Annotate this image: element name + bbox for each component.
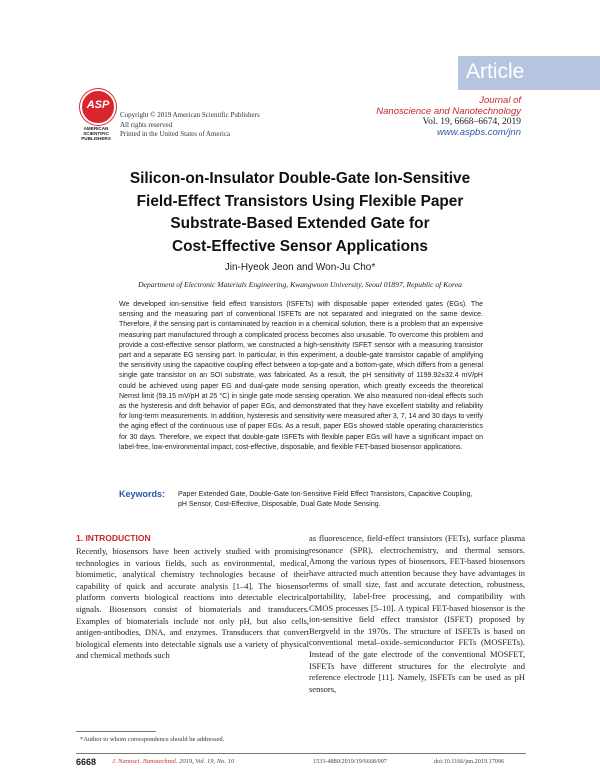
body-right-column: as fluorescence, field-effect transistors (FETs), surface plasma resonance (SPR), electrochemistry, and thermal sensors. Among the various types of biosensors, FET-based biosensors have attracted much attention because they have advantages in terms of small size, fast and accurate detection, robustness, portability, label-free processing, and compatibility with CMOS processes [5–10]. A typical FET-based biosensor is the ion-sensitive field effect transistor (ISFET) proposed by Bergveld in the 1970s. The structure of ISFETs is based on conventional metal–oxide–semiconductor FETs (MOSFETs). Instead of the gate electrode of the conventional MOSFET, ISFETs have different structures for the electrolyte and reference electrode [11]. Namely, ISFETs can be used as pH sensors,	[309, 533, 525, 694]
logo-circle: ASP	[80, 89, 116, 125]
paper-title: Silicon-on-Insulator Double-Gate Ion-Sensitive Field-Effect Transistors Using Flexible Paper Substrate-Based Extended Gate for Cost-Effective Sensor Applications	[129, 170, 471, 255]
journal-title-line1: Journal of	[479, 95, 521, 106]
publisher-logo: ASP AMERICAN SCIENTIFIC PUBLISHERS	[74, 89, 118, 141]
section-heading: 1. INTRODUCTION	[76, 533, 151, 543]
footer-doi[interactable]: doi:10.1166/jnn.2019.17096	[434, 758, 505, 765]
body-left-column: Recently, biosensors have been actively studied with promising technologies in various fields, such as environmental, medical, biomimetic, analytical chemistry technologies because of their capability of quick and accurate analysis [1–4]. The biosensor platform converts biological reactions into detectable electrical signals. Biosensors consist of biomaterials and transducers. Examples of biomaterials include not only pH, but also cells, antigen-antibodies, DNA, and enzymes. Transducers that convert biological elements into detectable signals use a variety of physical and chemical methods such	[76, 546, 309, 661]
footer-journal: J. Nanosci. Nanotechnol. 2019, Vol. 19, No. 10	[112, 758, 235, 765]
footnote-divider	[76, 731, 156, 732]
article-type-label: Article	[466, 60, 525, 83]
keywords-label: Keywords:	[119, 489, 166, 499]
footer-divider	[76, 753, 526, 754]
journal-title-line2: Nanoscience and Nanotechnology	[376, 105, 521, 117]
abstract: We developed ion-sensitive field effect transistors (ISFETs) with disposable paper extended gates (EGs). The sensing and the measuring part of conventional ISFETs are not separated and integrated on the same device. Therefore, if the sensing part is contaminated by reaction in a chemical solution, there is a problem that an expensive measuring part manufactured through a complicated process becomes also unusable. To overcome this problem and provide a cost-effective sensor platform, we constructed a high-sensitivity ISFET sensor with a measuring transistor part and a separate EG sensing part. In particular, in this experiment, a double-gate transistor capable of amplifying the sensitivity using the capacitive coupling effect between a top-gate and a bottom-gate, which differs from a general single gate transistor on an SOI substrate, was fabricated. As a result, the pH sensitivity of 1199.92±32.4 mV/pH could be achieved using paper EG and dual-gate mode sensing operation, which greatly exceeds the theoretical Nernst limit (59.15 mV/pH at 25 °C) in single gate mode sensing operation. We also measured non-ideal effects such as the hysteresis and drift behavior of paper EGs, and demonstrated that they have excellent stability and reliability for long-term measurements. In addition, hysteresis and sensitivity were measured after 3, 7, 14 and 30 days to verify the aging effect of the continuous use of paper EGs. As a result, paper EGs showed stable operating characteristics for 30 days. Therefore, we expect that double-gate ISFETs with flexible paper EGs will have a significant impact on label-free, low-environmental impact, cost-effective, disposable, and flexible FET-based biosensor applications.	[119, 301, 483, 451]
journal-volume: Vol. 19, 6668–6674, 2019	[422, 117, 521, 127]
page-number: 6668	[76, 757, 97, 767]
footer-issn: 1533-4880/2019/19/6668/007	[313, 758, 387, 765]
authors: Jin-Hyeok Jeon and Won-Ju Cho*	[224, 262, 376, 273]
journal-url[interactable]: www.aspbs.com/jnn	[437, 126, 521, 138]
keywords-text: Paper Extended Gate, Double-Gate Ion-Sensitive Field Effect Transistors, Capacitive Coupling, pH Sensor, Cost-Effective, Disposable, Dual Gate Mode Sensing.	[178, 491, 473, 508]
footnote: *Author to whom correspondence should be addressed.	[80, 736, 225, 743]
affiliation: Department of Electronic Materials Engineering, Kwangwoon University, Seoul 01897, Republic of Korea	[138, 280, 462, 289]
journal-info	[376, 96, 521, 138]
copyright-notice: Copyright © 2019 American Scientific Publishers All rights reserved Printed in the United States of America	[120, 111, 260, 138]
article-type-tab	[458, 56, 600, 90]
